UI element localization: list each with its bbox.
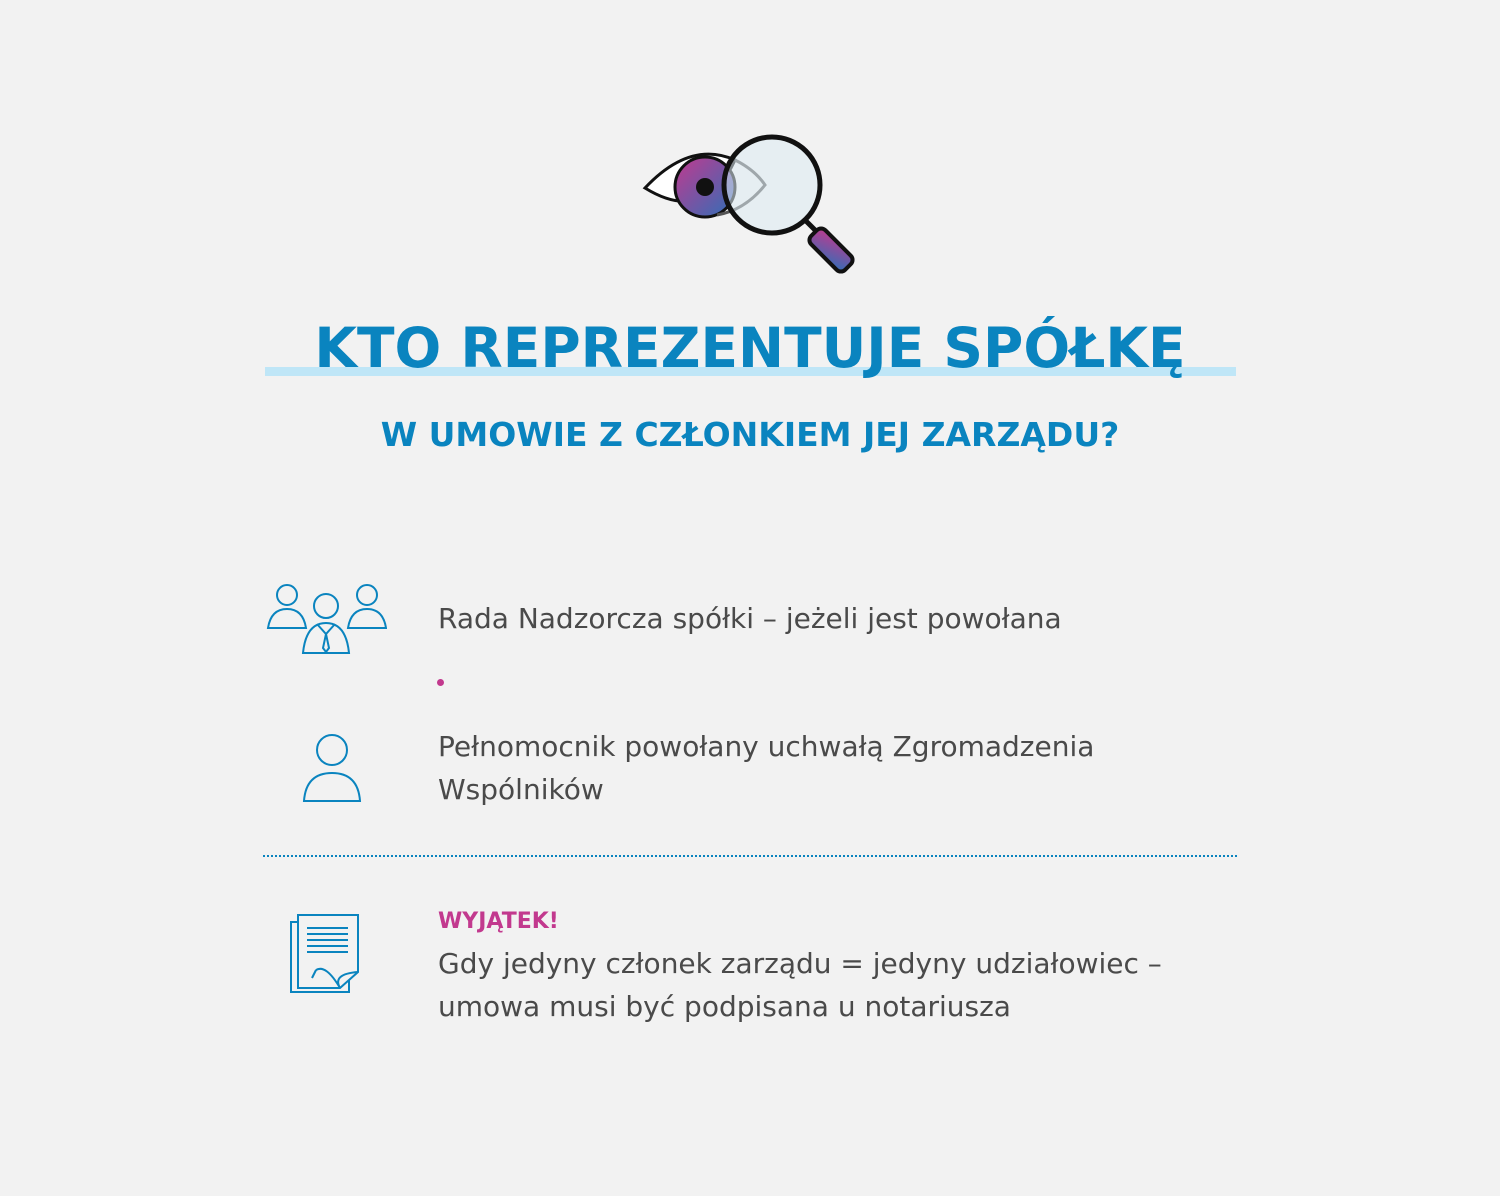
exception-line-1: Gdy jedyny członek zarządu = jedyny udziałowiec – — [438, 947, 1162, 980]
bullet-dot — [437, 679, 444, 686]
item-supervisory-board: Rada Nadzorcza spółki – jeżeli jest powołana — [438, 602, 1062, 635]
group-of-people-icon — [265, 582, 387, 656]
item-proxy-line-2: Wspólników — [438, 773, 604, 806]
person-icon — [302, 733, 362, 805]
item-proxy-line-1: Pełnomocnik powołany uchwałą Zgromadzenia — [438, 730, 1095, 763]
page-subtitle: W UMOWIE Z CZŁONKIEM JEJ ZARZĄDU? — [380, 415, 1120, 454]
page-title: KTO REPREZENTUJE SPÓŁKĘ — [314, 316, 1186, 380]
eye-magnifier-icon — [635, 120, 875, 290]
document-icon — [288, 912, 362, 996]
exception-label: WYJĄTEK! — [438, 909, 559, 934]
dotted-divider — [263, 855, 1237, 857]
exception-line-2: umowa musi być podpisana u notariusza — [438, 990, 1011, 1023]
